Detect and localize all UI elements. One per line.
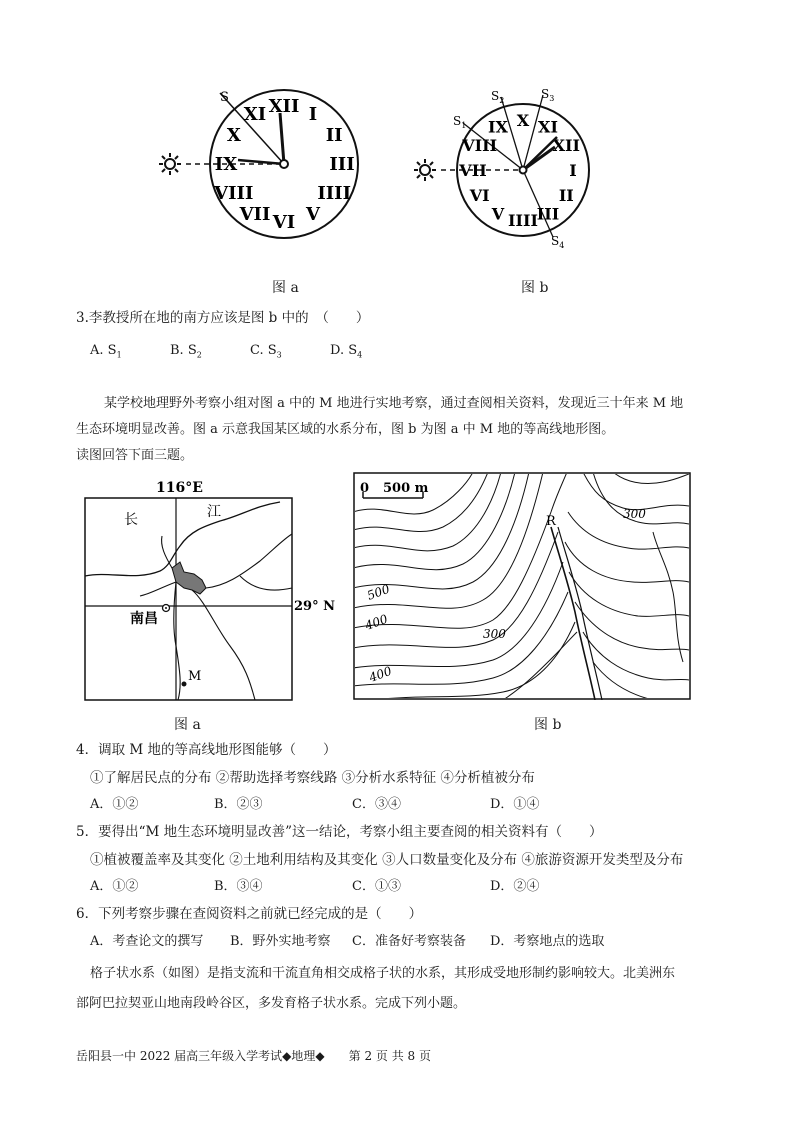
q6-option-a: A．考查论文的撰写 bbox=[90, 934, 204, 949]
map-b-contour-400-left: 400 bbox=[363, 611, 390, 633]
sun-icon bbox=[159, 153, 181, 175]
clock-numeral: V bbox=[491, 204, 505, 224]
q5-stem: 5．要得出“M 地生态环境明显改善”这一结论，考察小组主要查阅的相关资料有（ ） bbox=[76, 824, 603, 840]
clock-b-s1-label: $S_1$ bbox=[453, 114, 467, 130]
q4-option-a: A．①② bbox=[90, 797, 139, 812]
clock-numeral: VI bbox=[469, 186, 490, 205]
clock-numeral: IIII bbox=[508, 211, 538, 230]
clock-numeral: IX bbox=[488, 117, 508, 137]
map-b-contour-400-bottom: 400 bbox=[367, 663, 394, 685]
clock-numeral: II bbox=[325, 125, 343, 146]
q5-option-c: C．①③ bbox=[352, 879, 401, 894]
passage2-line2: 部阿巴拉契亚山地南段岭谷区，多发育格子状水系。完成下列小题。 bbox=[76, 996, 467, 1011]
clock-figure-b bbox=[405, 85, 635, 255]
passage1-line1: 某学校地理野外考察小组对图 a 中的 M 地进行实地考察，通过查阅相关资料，发现近三十年来 M 地 bbox=[104, 396, 684, 411]
clock-numeral: I bbox=[569, 161, 577, 180]
clock-numeral: X bbox=[226, 125, 241, 146]
clock-numeral: III bbox=[536, 204, 560, 224]
clock-b-s2-label: $S_2$ bbox=[491, 89, 505, 105]
q3-stem: 3.李教授所在地的南方应该是图 b 中的 （ ） bbox=[76, 310, 370, 326]
passage1-line2: 生态环境明显改善。图 a 示意我国某区域的水系分布，图 b 为图 a 中 M 地的等高线地形图。 bbox=[76, 422, 615, 437]
passage1-line3: 读图回答下面三题。 bbox=[76, 448, 194, 463]
map-a-lake bbox=[172, 562, 206, 594]
clock-numeral: VIII bbox=[462, 136, 498, 155]
map-b-contour-500: 500 bbox=[365, 581, 392, 603]
clock-numeral: XII bbox=[268, 96, 300, 117]
map-b-scale-label: 500 m bbox=[383, 481, 429, 496]
q5-option-d: D．②④ bbox=[490, 879, 540, 894]
clock-numeral: III bbox=[329, 154, 355, 175]
page-footer: 岳阳县一中 2022 届高三年级入学考试◆地理◆ 第 2 页 共 8 页 bbox=[76, 1049, 431, 1063]
clock-b-s3-label: $S_3$ bbox=[541, 87, 555, 103]
clock-numeral: IIII bbox=[317, 183, 352, 204]
clock-numeral: X bbox=[516, 111, 530, 130]
map-a-point-m: M bbox=[188, 669, 202, 684]
map-a-longitude: 116°E bbox=[156, 480, 203, 496]
sun-icon bbox=[414, 159, 436, 181]
q5-items: ①植被覆盖率及其变化 ②土地利用结构及其变化 ③人口数量变化及分布 ④旅游资源开发类型及分布 bbox=[90, 852, 684, 868]
q4-option-c: C．③④ bbox=[352, 797, 401, 812]
clock-b-s4-label: $S_4$ bbox=[551, 234, 565, 250]
map-a-river-jiang: 江 bbox=[207, 504, 221, 520]
map-b-caption: 图 b bbox=[534, 717, 562, 733]
map-b-scale-zero: 0 bbox=[360, 481, 370, 496]
q5-option-a: A．①② bbox=[90, 879, 139, 894]
q4-option-b: B．②③ bbox=[214, 797, 263, 812]
map-a-river-chang: 长 bbox=[124, 512, 138, 528]
map-a-city-nanchang: 南昌 bbox=[130, 611, 158, 627]
map-b-point-r: R bbox=[546, 514, 556, 529]
map-b bbox=[353, 472, 691, 700]
map-a-caption: 图 a bbox=[174, 717, 201, 733]
passage2-line1: 格子状水系（如图）是指支流和干流直角相交成格子状的水系，其形成受地形制约影响较大。北美洲东 bbox=[90, 966, 676, 981]
q4-option-d: D．①④ bbox=[490, 797, 540, 812]
clock-a-caption: 图 a bbox=[272, 280, 299, 296]
q6-stem: 6．下列考察步骤在查阅资料之前就已经完成的是（ ） bbox=[76, 906, 423, 922]
map-a bbox=[80, 476, 340, 711]
clock-numeral: XI bbox=[243, 103, 267, 125]
clock-numeral: II bbox=[558, 186, 574, 205]
map-b-contour-300-top: 300 bbox=[623, 507, 646, 521]
q6-option-d: D．考察地点的选取 bbox=[490, 934, 605, 949]
clock-numeral: VII bbox=[459, 161, 487, 180]
q6-option-b: B．野外实地考察 bbox=[230, 934, 331, 949]
clock-numeral: IX bbox=[214, 154, 238, 175]
q4-stem: 4．调取 M 地的等高线地形图能够（ ） bbox=[76, 742, 337, 758]
clock-a-s-label: S bbox=[220, 90, 229, 105]
map-a-latitude: 29° N bbox=[294, 599, 335, 614]
clock-numeral: VI bbox=[272, 212, 296, 233]
clock-b-caption: 图 b bbox=[521, 280, 549, 296]
clock-numeral: VII bbox=[239, 204, 271, 226]
clock-numeral: VIII bbox=[214, 183, 254, 204]
q6-option-c: C．准备好考察装备 bbox=[352, 934, 466, 949]
clock-numeral: I bbox=[308, 103, 318, 125]
map-b-contour-300-mid: 300 bbox=[483, 627, 506, 641]
q3-option-c: C. $S_3$ bbox=[250, 343, 282, 360]
clock-numeral: XI bbox=[538, 117, 558, 137]
clock-figure-a bbox=[150, 85, 380, 255]
q5-option-b: B．③④ bbox=[214, 879, 263, 894]
q3-option-d: D. $S_4$ bbox=[330, 343, 363, 360]
q4-items: ①了解居民点的分布 ②帮助选择考察线路 ③分析水系特征 ④分析植被分布 bbox=[90, 770, 535, 786]
q3-option-a: A. $S_1$ bbox=[90, 343, 122, 360]
clock-numeral: V bbox=[306, 204, 320, 226]
clock-numeral: XII bbox=[552, 136, 580, 155]
q3-option-b: B. $S_2$ bbox=[170, 343, 202, 360]
